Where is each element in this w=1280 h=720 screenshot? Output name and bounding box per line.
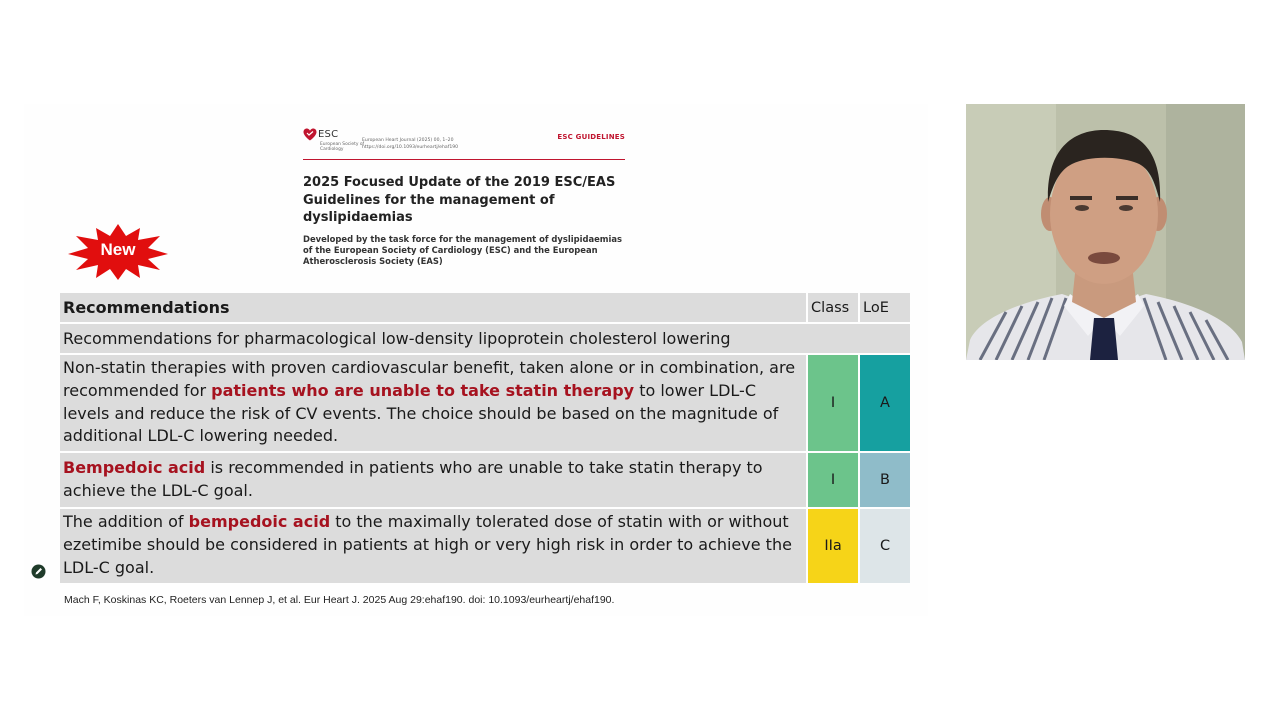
text-segment: to the maximally tolerated dose of statin with or without ezetimibe should be considered in patients at high or very high risk in order to achieve the LDL-C goal. [63,512,792,577]
speaker-video [966,104,1245,360]
table-row [60,509,910,582]
speaker-silhouette [966,104,1245,360]
highlighted-text: Bempedoic acid [63,457,206,477]
recommendation-text [60,509,806,582]
header-loe: LoE [860,293,910,322]
citation: Mach F, Koskinas KC, Roeters van Lennep J, et al. Eur Heart J. 2025 Aug 29:ehaf190. doi: 10.1093/eurheartj/ehaf190. [64,594,615,606]
article-title: 2025 Focused Update of the 2019 ESC/EAS Guidelines for the management of dyslipidaemias [303,175,616,225]
class-cell: I [808,355,858,451]
class-cell: IIa [808,509,858,582]
presentation-slide [24,104,928,616]
text-segment: The addition of [63,512,189,532]
class-cell: I [808,453,858,507]
article-subtitle: Developed by the task force for the management of dyslipidaemias of the European Society of Cardiology (ESC) and the European Atherosclerosis Society (EAS) [303,234,623,266]
table-row [60,355,910,451]
header-class: Class [808,293,858,322]
article-header [303,104,625,274]
text-segment: Non-statin therapies with proven cardiovascular benefit, taken alone or in combination, are recommended for [63,358,796,400]
loe-cell: B [860,453,910,507]
recommendations-table [58,291,912,585]
heart-logo-icon [303,128,317,141]
loe-cell: C [860,509,910,582]
table-row [60,453,910,507]
loe-cell: A [860,355,910,451]
new-badge [66,224,170,280]
recommendation-text [60,453,806,507]
table-header-row [60,293,910,322]
esc-society-name: European Society of Cardiology [320,142,365,152]
journal-ref-line2: https://doi.org/10.1093/eurheartj/ehaf190 [362,145,459,150]
esc-guidelines-label: ESC GUIDELINES [557,133,625,141]
header-divider [303,159,625,160]
esc-name: ESC [318,129,339,140]
highlighted-text: patients who are unable to take statin therapy [211,380,635,400]
highlighted-text: bempedoic acid [188,512,331,532]
new-label: New [100,240,136,259]
pen-annotation-icon[interactable] [31,564,46,579]
header-recommendations: Recommendations [60,293,806,322]
text-segment: to lower LDL-C levels and reduce the risk of CV events. The choice should be based on the magnitude of additional LDL-C lowering needed. [63,380,779,446]
table-subheader-row [60,324,910,353]
text-segment: is recommended in patients who are unable to take statin therapy to achieve the LDL-C goal. [63,457,763,500]
subheader-title: Recommendations for pharmacological low-density lipoprotein cholesterol lowering [60,324,910,353]
esc-logo [303,128,363,154]
journal-reference [362,137,482,151]
recommendation-text [60,355,806,451]
journal-ref-line1: European Heart Journal (2025) 00, 1–20 [362,138,454,143]
